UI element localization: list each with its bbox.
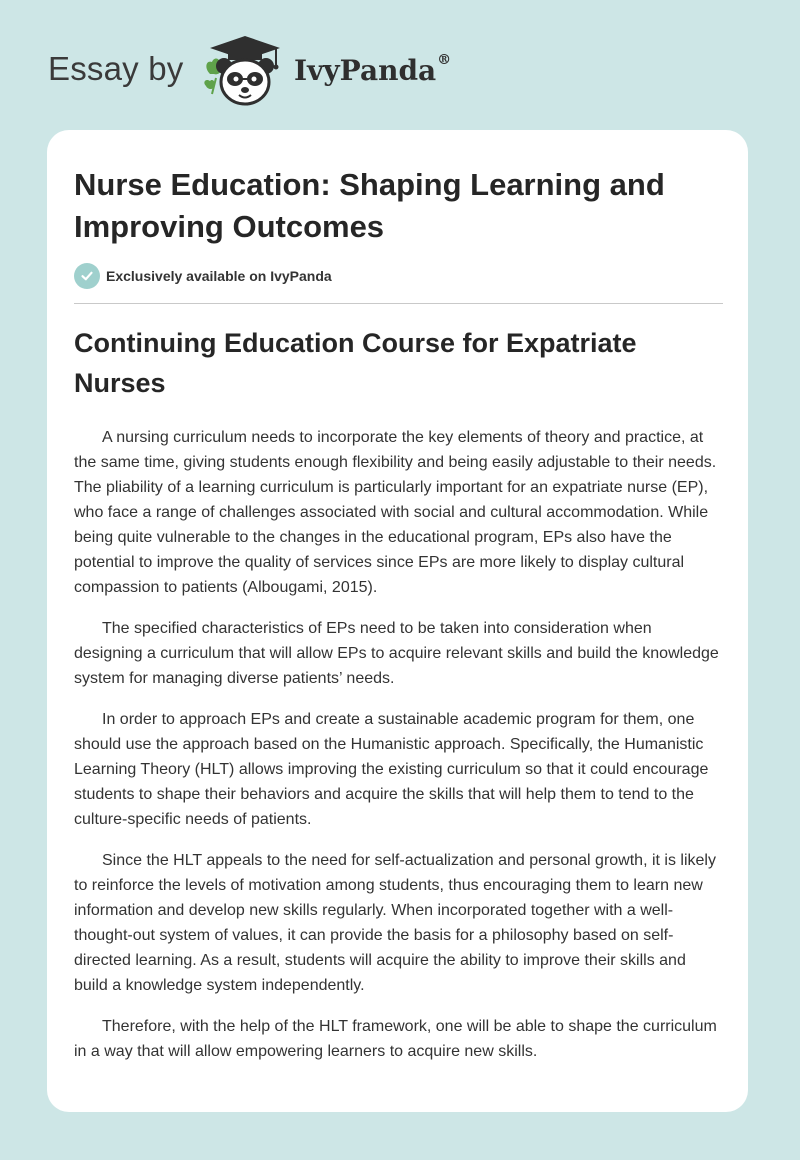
title-divider (74, 303, 723, 304)
panda-graduation-cap-logo-icon[interactable] (202, 34, 288, 108)
check-circle-icon (74, 263, 100, 289)
paragraph: The specified characteristics of EPs need to be taken into consideration when designing a curriculum that will allow EPs to acquire relevant skills and build the knowledge system for managing diverse patients’ needs. (74, 620, 719, 687)
brand-name: IvyPanda (294, 54, 437, 87)
paragraph: Since the HLT appeals to the need for self-actualization and personal growth, it is likely to reinforce the levels of motivation among students, thus encouraging them to learn new information and develop new skills regularly. When incorporated together with a well-thought-out system of values, it can provide the basis for a philosophy based on self-directed learning. As a result, students will acquire the ability to improve their skills and build a knowledge system independently. (74, 852, 716, 994)
site-header (0, 0, 800, 130)
paragraph: Therefore, with the help of the HLT framework, one will be able to shape the curriculum in a way that will allow empowering learners to acquire new skills. (74, 1018, 717, 1060)
essay-card (47, 130, 748, 1112)
essay-by-label: Essay by (48, 50, 184, 87)
brand-logo-text[interactable] (294, 54, 451, 87)
page-title: Nurse Education: Shaping Learning and Improving Outcomes (74, 167, 665, 244)
section-heading: Continuing Education Course for Expatriate Nurses (74, 328, 637, 398)
exclusive-badge-label: Exclusively available on IvyPanda (106, 268, 332, 284)
exclusive-badge (74, 263, 332, 289)
paragraph: A nursing curriculum needs to incorporate the key elements of theory and practice, at the same time, giving students enough flexibility and being easily adjustable to their needs. The pliability of a learning curriculum is particularly important for an expatriate nurse (EP), who face a range of challenges associated with social and cultural accommodation. While being quite vulnerable to the changes in the educational program, EPs also have the potential to improve the quality of services since EPs are more likely to display cultural compassion to patients (Albougami, 2015). (74, 429, 717, 596)
essay-body (74, 425, 724, 1080)
registered-mark: ® (437, 52, 452, 68)
paragraph: In order to approach EPs and create a sustainable academic program for them, one should use the approach based on the Humanistic approach. Specifically, the Humanistic Learning Theory (HLT) allows improving the existing curriculum so that it could encourage students to shape their behaviors and acquire the skills that will help them to tend to the culture-specific needs of patients. (74, 711, 709, 828)
